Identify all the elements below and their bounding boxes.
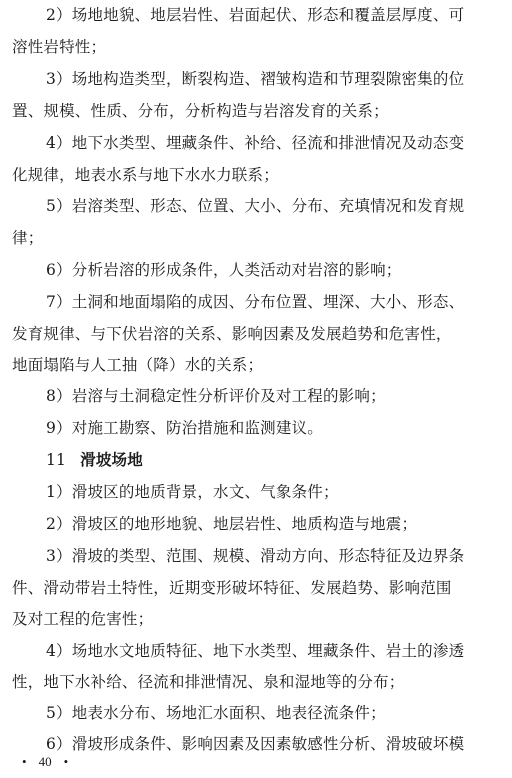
text-line: 9）对施工勘察、防治措施和监测建议。 [46,419,323,437]
text-line: 1）滑坡区的地质背景，水文、气象条件； [46,483,339,501]
text-line: 2）滑坡区的地形地貌、地层岩性、地质构造与地震； [46,515,418,533]
text-line: 7）土洞和地面塌陷的成因、分布位置、埋深、大小、形态、 [46,293,465,311]
text-line: 4）场地水文地质特征、地下水类型、埋藏条件、岩土的渗透 [46,642,465,660]
page-number: 40 [38,754,52,769]
section-number: 11 [46,451,67,469]
text-line: 3）场地构造类型，断裂构造、褶皱构造和节理裂隙密集的位 [46,70,465,88]
page-footer [22,752,68,772]
section-title: 滑坡场地 [80,450,143,469]
footer-bullet-right: • [63,754,69,769]
section-heading [0,447,512,473]
text-line: 6）滑坡形成条件、影响因素及因素敏感性分析、滑坡破坏模 [46,735,465,753]
footer-bullet-left: • [22,754,27,769]
text-line: 置、规模、性质、分布，分析构造与岩溶发育的关系； [12,102,389,120]
text-line: 发育规律、与下伏岩溶的关系、影响因素及发展趋势和危害性， [12,325,452,343]
text-line: 8）岩溶与土洞稳定性分析评价及对工程的影响； [46,387,386,405]
text-line: 5）岩溶类型、形态、位置、大小、分布、充填情况和发育规 [46,197,465,215]
text-line: 件、滑动带岩土特性，近期变形破坏特征、发展趋势、影响范围 [12,579,452,597]
text-line: 3）滑坡的类型、范围、规模、滑动方向、形态特征及边界条 [46,547,465,565]
text-line: 地面塌陷与人工抽（降）水的关系； [12,356,264,374]
text-line: 6）分析岩溶的形成条件，人类活动对岩溶的影响； [46,261,402,279]
text-line: 化规律，地表水系与地下水水力联系； [12,166,279,184]
text-line: 4）地下水类型、埋藏条件、补给、径流和排泄情况及动态变 [46,134,465,152]
text-line: 2）场地地貌、地层岩性、岩面起伏、形态和覆盖层厚度、可 [46,6,465,24]
text-line: 律； [12,229,44,247]
text-line: 及对工程的危害性； [12,610,154,628]
text-line: 5）地表水分布、场地汇水面积、地表径流条件； [46,704,386,722]
text-line: 性，地下水补给、径流和排泄情况、泉和湿地等的分布； [12,673,405,691]
text-line: 溶性岩特性； [12,38,107,56]
